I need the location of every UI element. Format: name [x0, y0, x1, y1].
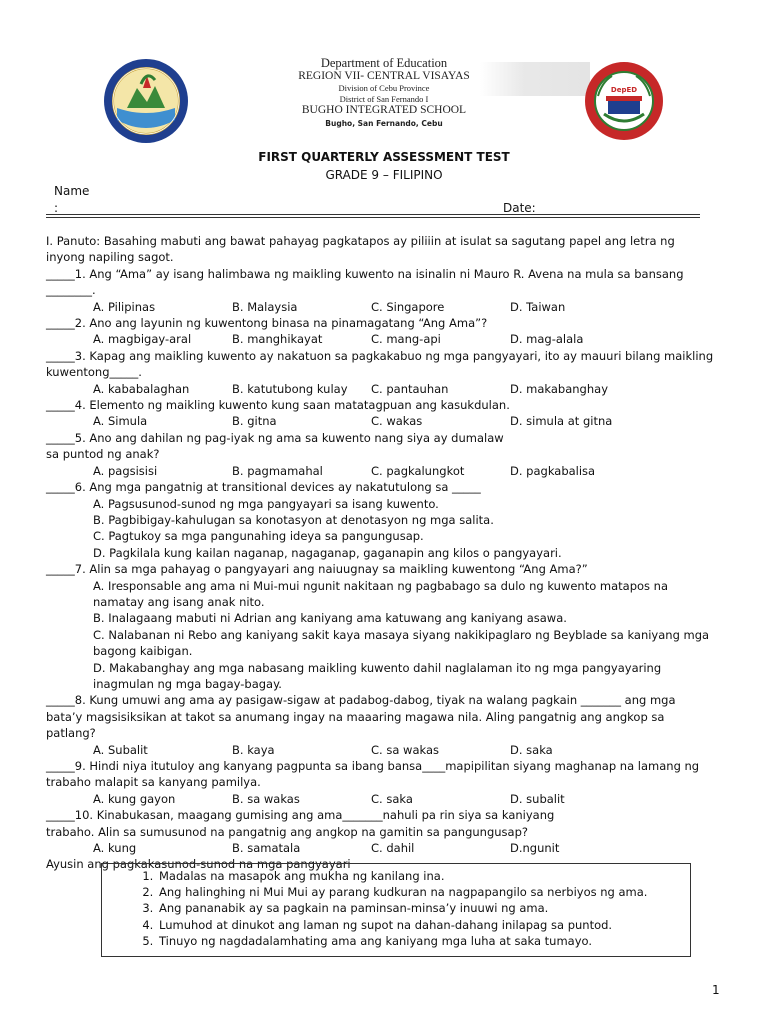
name-colon: :	[54, 201, 59, 215]
question-6: _____6. Ang mga pangatnig at transitional devices ay nakatutulong sa _____	[46, 480, 481, 495]
option: A. Pilipinas	[93, 299, 156, 314]
question-6-choice: D. Pagkilala kung kailan naganap, nagaganap, gaganapin ang kilos o pangyayari.	[93, 545, 562, 560]
option: C. saka	[371, 791, 413, 806]
school-name: BUGHO INTEGRATED SCHOOL	[301, 104, 467, 116]
exam-subtitle: GRADE 9 – FILIPINO	[325, 168, 443, 182]
question-9-options	[46, 791, 714, 807]
option: A. kung gayon	[93, 791, 176, 806]
option: D. saka	[510, 742, 553, 757]
option: A. kung	[93, 841, 137, 856]
option: C. Singapore	[371, 299, 445, 314]
option: A. pagsisisi	[93, 463, 158, 478]
district-name: District of San Fernando I	[339, 94, 429, 104]
option: B. manghikayat	[232, 332, 323, 347]
question-4: _____4. Elemento ng maikling kuwento kung saan matatagpuan ang kasukdulan.	[46, 398, 510, 413]
option: B. gitna	[232, 414, 277, 429]
cebu-province-seal-icon	[103, 58, 189, 144]
option: D. makabanghay	[510, 381, 608, 396]
question-6-choice: C. Pagtukoy sa mga pangunahing ideya sa pangungusap.	[93, 529, 424, 544]
option: C. pantauhan	[371, 381, 449, 396]
page-number: 1	[712, 983, 720, 997]
question-2-options	[46, 331, 714, 347]
question-7-choice: A. Iresponsable ang ama ni Mui-mui ngunit nakitaan ng pagbabago sa dulo ng kuwento matapos na namatay ang isang anak nito.	[93, 578, 669, 609]
department-name: Department of Education	[320, 56, 448, 70]
option: C. pagkalungkot	[371, 463, 465, 478]
school-header	[244, 56, 524, 131]
option: D.ngunit	[510, 841, 560, 856]
exam-title: FIRST QUARTERLY ASSESSMENT TEST	[258, 150, 510, 164]
question-7-choice: C. Nalabanan ni Rebo ang kaniyang sakit kaya masaya siyang nakikipaglaro ng Beyblade sa kaniyang mga bagong kaibigan.	[93, 627, 710, 659]
ordering-item: 3. Ang pananabik ay sa pagkain na paminsan-minsa’y inuuwi ng ama.	[157, 900, 690, 916]
question-4-options	[46, 413, 714, 429]
instructions: I. Panuto: Basahing mabuti ang bawat pahayag pagkatapos ay piliiin at isulat sa sagutang papel ang letra ng inyong napiling sagot.	[46, 234, 675, 265]
option: D. subalit	[510, 791, 565, 806]
question-3-options	[46, 381, 714, 397]
exam-body	[46, 233, 714, 873]
option: C. wakas	[371, 414, 423, 429]
option: B. sa wakas	[232, 791, 300, 806]
ordering-item: 2. Ang halinghing ni Mui Mui ay parang kudkuran na nagpapangilo sa nerbiyos ng ama.	[157, 884, 690, 900]
option: A. Simula	[93, 414, 148, 429]
region-name: REGION VII- CENTRAL VISAYAS	[298, 70, 470, 82]
ordering-heading: Ayusin ang pagkakasunod-sunod na mga pangyayari	[46, 857, 351, 872]
option: B. Malaysia	[232, 299, 298, 314]
option: D. Taiwan	[510, 299, 566, 314]
question-3: _____3. Kapag ang maikling kuwento ay nakatuon sa pagkakabuo ng mga pangyayari, ito ay mauuri bilang maikling kuwentong_____.	[46, 348, 714, 380]
question-1-options	[46, 299, 714, 315]
option: C. mang-api	[371, 332, 441, 347]
name-date-line	[46, 214, 700, 215]
question-7-choice: D. Makabanghay ang mga nabasang maikling kuwento dahil naglalaman ito ng mga pangyayaring inagmulan ng mga bagay-bagay.	[93, 660, 662, 691]
option: A. magbigay-aral	[93, 332, 192, 347]
question-5: _____5. Ano ang dahilan ng pag-iyak ng ama sa kuwento nang siya ay dumalaw sa puntod ng anak?	[46, 430, 504, 462]
option: B. samatala	[232, 841, 301, 856]
question-8-options	[46, 742, 714, 758]
name-date-line-double	[46, 217, 700, 218]
option: A. kababalaghan	[93, 381, 190, 396]
question-9: _____9. Hindi niya itutuloy ang kanyang pagpunta sa ibang bansa____mapipilitan siyang maghanap na lamang ng trabaho malapit sa kanyang pamilya.	[46, 759, 700, 790]
seal-mark-text: DepED	[610, 86, 638, 94]
option: D. simula at gitna	[510, 414, 613, 429]
ordering-item: 5. Tinuyo ng nagdadalamhating ama ang kaniyang mga luha at saka tumayo.	[157, 933, 690, 949]
ordering-item: 1. Madalas na masapok ang mukha ng kanilang ina.	[157, 868, 690, 884]
school-address: Bugho, San Fernando, Cebu	[325, 119, 443, 128]
date-label: Date:	[503, 201, 536, 215]
option: C. dahil	[371, 841, 415, 856]
option: B. kaya	[232, 742, 275, 757]
ordering-box	[101, 863, 691, 957]
question-6-choice: A. Pagsusunod-sunod ng mga pangyayari sa isang kuwento.	[93, 496, 439, 511]
division-name: Division of Cebu Province	[338, 83, 430, 93]
name-label: Name	[54, 184, 90, 198]
option: C. sa wakas	[371, 742, 439, 757]
question-10-options	[46, 840, 714, 856]
option: D. mag-alala	[510, 332, 584, 347]
question-2: _____2. Ano ang layunin ng kuwentong binasa na pinamagatang “Ang Ama”?	[46, 316, 488, 331]
question-8: _____8. Kung umuwi ang ama ay pasigaw-sigaw at padabog-dabog, tiyak na walang pagkain _______ ang mga bata’y magsisiksikan at takot sa anumang ingay na maaaring magawa nila. Aling pangatnig ang angkop sa patlang?	[46, 693, 676, 741]
option: A. Subalit	[93, 742, 148, 757]
question-7-choice: B. Inalagaang mabuti ni Adrian ang kaniyang ama katuwang ang kaniyang asawa.	[93, 611, 567, 626]
bugho-school-seal-icon	[584, 58, 664, 144]
question-10: _____10. Kinabukasan, maagang gumising ang ama_______nahuli pa rin siya sa kaniyang trabaho. Alin sa sumusunod na pangatnig ang angkop na gamitin sa pangungusap?	[46, 808, 555, 839]
question-1: _____1. Ang “Ama” ay isang halimbawa ng maikling kuwento na isinalin ni Mauro R. Avena na mula sa bansang ________.	[46, 266, 684, 298]
question-5-options	[46, 463, 714, 479]
question-6-choice: B. Pagbibigay-kahulugan sa konotasyon at denotasyon ng mga salita.	[93, 512, 494, 527]
option: B. pagmamahal	[232, 463, 323, 478]
question-7: _____7. Alin sa mga pahayag o pangyayari ang naiuugnay sa maikling kuwentong “Ang Ama?”	[46, 562, 588, 577]
option: D. pagkabalisa	[510, 463, 596, 478]
option: B. katutubong kulay	[232, 381, 348, 396]
ordering-item: 4. Lumuhod at dinukot ang laman ng supot na dahan-dahang inilapag sa puntod.	[157, 917, 690, 933]
